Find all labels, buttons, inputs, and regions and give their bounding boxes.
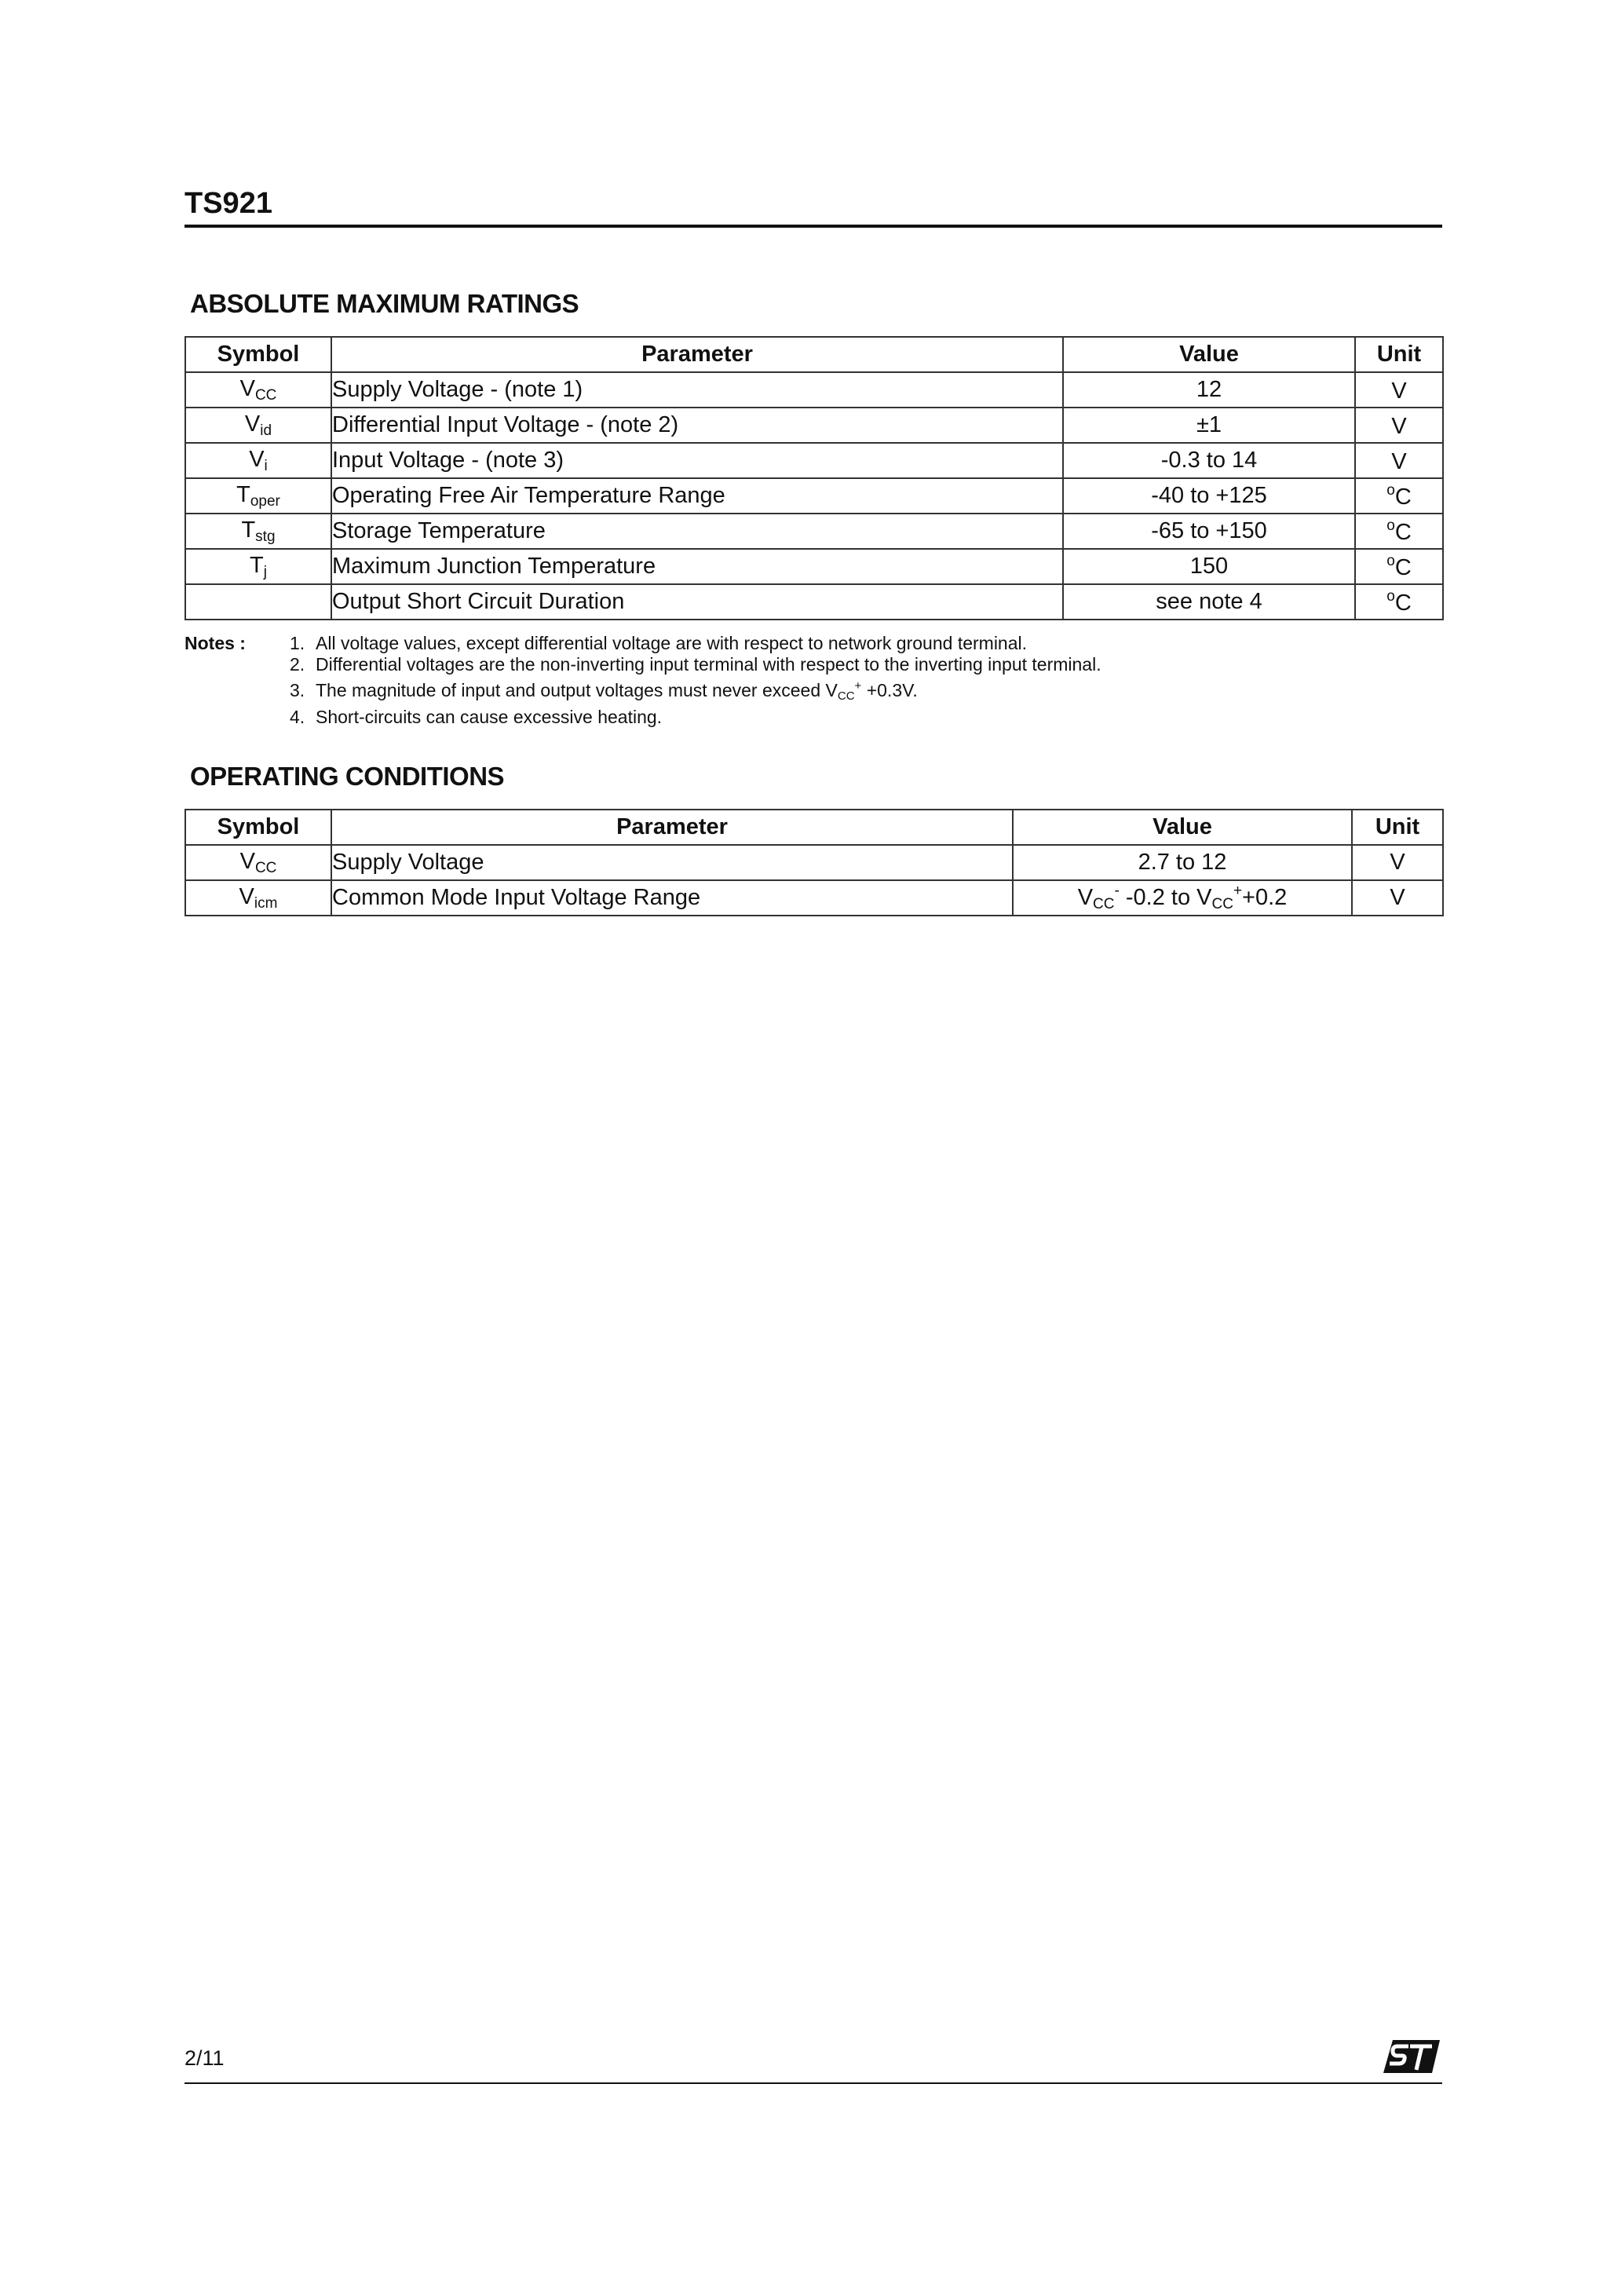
st-logo-icon bbox=[1382, 2038, 1441, 2075]
table-row bbox=[185, 478, 1443, 514]
unit-cell: V bbox=[1355, 408, 1443, 443]
col-unit: Unit bbox=[1352, 810, 1443, 845]
symbol-cell: $V_{CC}$ bbox=[185, 372, 331, 408]
parameter-cell: Supply Voltage - (note 1) bbox=[331, 372, 1063, 408]
unit-cell: V bbox=[1352, 845, 1443, 880]
value-cell: -40 to +125 bbox=[1063, 478, 1355, 514]
notes-label: Notes : bbox=[184, 633, 246, 653]
symbol-cell: $T_{stg}$ bbox=[185, 514, 331, 549]
value-cell: ±1 bbox=[1063, 408, 1355, 443]
table-row bbox=[185, 372, 1443, 408]
symbol-cell bbox=[185, 584, 331, 620]
col-parameter: Parameter bbox=[331, 337, 1063, 372]
parameter-cell: Common Mode Input Voltage Range bbox=[331, 880, 1013, 916]
col-value: Value bbox=[1013, 810, 1352, 845]
table-header-row bbox=[185, 810, 1443, 845]
unit-cell: V bbox=[1355, 443, 1443, 478]
col-unit: Unit bbox=[1355, 337, 1443, 372]
note-item: 2. Differential voltages are the non-inverting input terminal with respect to the inverting input terminal. bbox=[290, 654, 1101, 675]
note-item: 4. Short-circuits can cause excessive heating. bbox=[290, 707, 663, 727]
symbol-cell: $T_j$ bbox=[185, 549, 331, 584]
symbol-cell: $T_{oper}$ bbox=[185, 478, 331, 514]
table-row bbox=[185, 584, 1443, 620]
symbol-cell: $V_i$ bbox=[185, 443, 331, 478]
symbol-cell: $V_{id}$ bbox=[185, 408, 331, 443]
abs-max-table bbox=[184, 336, 1444, 620]
parameter-cell: Output Short Circuit Duration bbox=[331, 584, 1063, 620]
page-number: 2/11 bbox=[184, 2046, 225, 2070]
abs-max-title: ABSOLUTE MAXIMUM RATINGS bbox=[190, 289, 579, 318]
value-cell: see note 4 bbox=[1063, 584, 1355, 620]
value-cell: 2.7 to 12 bbox=[1013, 845, 1352, 880]
table-row bbox=[185, 549, 1443, 584]
value-cell: -0.3 to 14 bbox=[1063, 443, 1355, 478]
parameter-cell: Storage Temperature bbox=[331, 514, 1063, 549]
op-cond-table bbox=[184, 809, 1444, 916]
table-row bbox=[185, 845, 1443, 880]
col-parameter: Parameter bbox=[331, 810, 1013, 845]
col-symbol: Symbol bbox=[185, 337, 331, 372]
notes-list bbox=[290, 633, 1101, 728]
parameter-cell: Operating Free Air Temperature Range bbox=[331, 478, 1063, 514]
col-value: Value bbox=[1063, 337, 1355, 372]
value-cell: $V_{CC}^-$ -0.2 to $V_{CC}^++0.2$ bbox=[1013, 880, 1352, 916]
unit-cell: $^o$C bbox=[1355, 584, 1443, 620]
table-row bbox=[185, 514, 1443, 549]
note-item: 3. The magnitude of input and output voltages must never exceed $V_{CC}^+ +0.3V$. bbox=[290, 679, 918, 703]
parameter-cell: Maximum Junction Temperature bbox=[331, 549, 1063, 584]
parameter-cell: Supply Voltage bbox=[331, 845, 1013, 880]
footer-rule bbox=[184, 2082, 1442, 2084]
table-row bbox=[185, 443, 1443, 478]
page-header-part-number: TS921 bbox=[184, 187, 272, 220]
unit-cell: $^o$C bbox=[1355, 514, 1443, 549]
value-cell: -65 to +150 bbox=[1063, 514, 1355, 549]
table-row bbox=[185, 408, 1443, 443]
op-cond-title: OPERATING CONDITIONS bbox=[190, 762, 505, 791]
table-row bbox=[185, 880, 1443, 916]
value-cell: 12 bbox=[1063, 372, 1355, 408]
parameter-cell: Input Voltage - (note 3) bbox=[331, 443, 1063, 478]
col-symbol: Symbol bbox=[185, 810, 331, 845]
note-item: 1. All voltage values, except differential voltage are with respect to network ground terminal. bbox=[290, 633, 1028, 653]
parameter-cell: Differential Input Voltage - (note 2) bbox=[331, 408, 1063, 443]
unit-cell: $^o$C bbox=[1355, 549, 1443, 584]
symbol-cell: $V_{icm}$ bbox=[185, 880, 331, 916]
unit-cell: V bbox=[1352, 880, 1443, 916]
symbol-cell: $V_{CC}$ bbox=[185, 845, 331, 880]
unit-cell: V bbox=[1355, 372, 1443, 408]
header-rule bbox=[184, 225, 1442, 228]
value-cell: 150 bbox=[1063, 549, 1355, 584]
unit-cell: $^o$C bbox=[1355, 478, 1443, 514]
table-header-row bbox=[185, 337, 1443, 372]
